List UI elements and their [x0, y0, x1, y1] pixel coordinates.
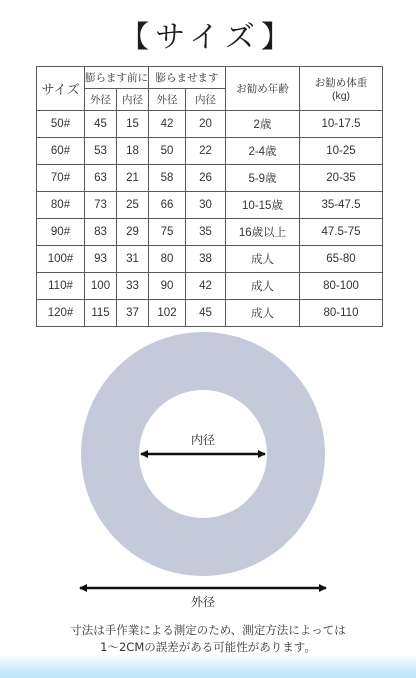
age-cell: 16歳以上 — [226, 219, 300, 246]
before-outer-cell: 93 — [85, 246, 117, 273]
table-header-row — [37, 67, 383, 89]
after-inner-cell: 22 — [186, 138, 226, 165]
before-inner-cell: 18 — [117, 138, 149, 165]
ring-diagram — [0, 330, 416, 620]
size-cell: 90# — [37, 219, 85, 246]
weight-cell: 10-17.5 — [300, 111, 383, 138]
age-cell: 2-4歳 — [226, 138, 300, 165]
age-cell: 成人 — [226, 300, 300, 327]
weight-cell: 20-35 — [300, 165, 383, 192]
table-row — [37, 246, 383, 273]
before-outer-cell: 73 — [85, 192, 117, 219]
after-outer-cell: 90 — [149, 273, 186, 300]
after-inner-cell: 38 — [186, 246, 226, 273]
age-cell: 5-9歳 — [226, 165, 300, 192]
after-outer-cell: 50 — [149, 138, 186, 165]
after-outer-cell: 66 — [149, 192, 186, 219]
after-inner-cell: 30 — [186, 192, 226, 219]
after-inner-cell: 45 — [186, 300, 226, 327]
age-cell: 成人 — [226, 273, 300, 300]
after-outer-cell: 42 — [149, 111, 186, 138]
before-inner-cell: 21 — [117, 165, 149, 192]
before-inflation-header: 膨らます前に — [85, 67, 149, 89]
before-inner-header: 内径 — [117, 89, 149, 111]
table-row — [37, 165, 383, 192]
before-outer-cell: 53 — [85, 138, 117, 165]
weight-unit: (kg) — [331, 90, 351, 102]
before-inner-cell: 15 — [117, 111, 149, 138]
size-cell: 70# — [37, 165, 85, 192]
size-header: サイズ — [37, 67, 85, 111]
after-inner-cell: 42 — [186, 273, 226, 300]
weight-cell: 47.5-75 — [300, 219, 383, 246]
before-outer-cell: 83 — [85, 219, 117, 246]
after-inner-cell: 26 — [186, 165, 226, 192]
after-inner-cell: 20 — [186, 111, 226, 138]
weight-cell: 35-47.5 — [300, 192, 383, 219]
weight-cell: 65-80 — [300, 246, 383, 273]
size-cell: 120# — [37, 300, 85, 327]
size-cell: 50# — [37, 111, 85, 138]
table-row — [37, 192, 383, 219]
measurement-note-line1: 寸法は手作業による測定のため、測定方法によっては — [70, 623, 346, 637]
table-row — [37, 300, 383, 327]
before-outer-cell: 100 — [85, 273, 117, 300]
after-outer-cell: 58 — [149, 165, 186, 192]
recommended-age-header: お勧め年齢 — [226, 67, 300, 111]
after-outer-cell: 102 — [149, 300, 186, 327]
after-inner-cell: 35 — [186, 219, 226, 246]
table-row — [37, 219, 383, 246]
size-cell: 110# — [37, 273, 85, 300]
before-outer-cell: 63 — [85, 165, 117, 192]
table-row — [37, 111, 383, 138]
measurement-note — [0, 622, 416, 656]
page-title: 【サイズ】 — [119, 20, 297, 55]
measurement-note-line2: 1～2CMの誤差がある可能性があります。 — [100, 640, 316, 654]
after-inflation-header: 膨らませます — [149, 67, 226, 89]
size-table — [36, 66, 383, 327]
size-cell: 60# — [37, 138, 85, 165]
age-cell: 10-15歳 — [226, 192, 300, 219]
weight-cell: 10-25 — [300, 138, 383, 165]
after-inner-header: 内径 — [186, 89, 226, 111]
before-inner-cell: 33 — [117, 273, 149, 300]
weight-cell: 80-110 — [300, 300, 383, 327]
before-outer-cell: 45 — [85, 111, 117, 138]
outer-diameter-label: 外径 — [190, 595, 216, 609]
before-inner-cell: 29 — [117, 219, 149, 246]
after-outer-cell: 75 — [149, 219, 186, 246]
inner-diameter-label: 内径 — [190, 433, 216, 447]
before-outer-cell: 115 — [85, 300, 117, 327]
weight-cell: 80-100 — [300, 273, 383, 300]
table-row — [37, 138, 383, 165]
size-cell: 80# — [37, 192, 85, 219]
after-outer-header: 外径 — [149, 89, 186, 111]
after-outer-cell: 80 — [149, 246, 186, 273]
age-cell: 2歳 — [226, 111, 300, 138]
weight-header-label: お勧め体重 — [314, 77, 368, 89]
recommended-weight-header — [300, 67, 383, 111]
size-cell: 100# — [37, 246, 85, 273]
before-inner-cell: 25 — [117, 192, 149, 219]
table-row — [37, 273, 383, 300]
table-body — [37, 111, 383, 327]
bottom-glow — [0, 654, 416, 678]
before-inner-cell: 31 — [117, 246, 149, 273]
before-outer-header: 外径 — [85, 89, 117, 111]
before-inner-cell: 37 — [117, 300, 149, 327]
age-cell: 成人 — [226, 246, 300, 273]
